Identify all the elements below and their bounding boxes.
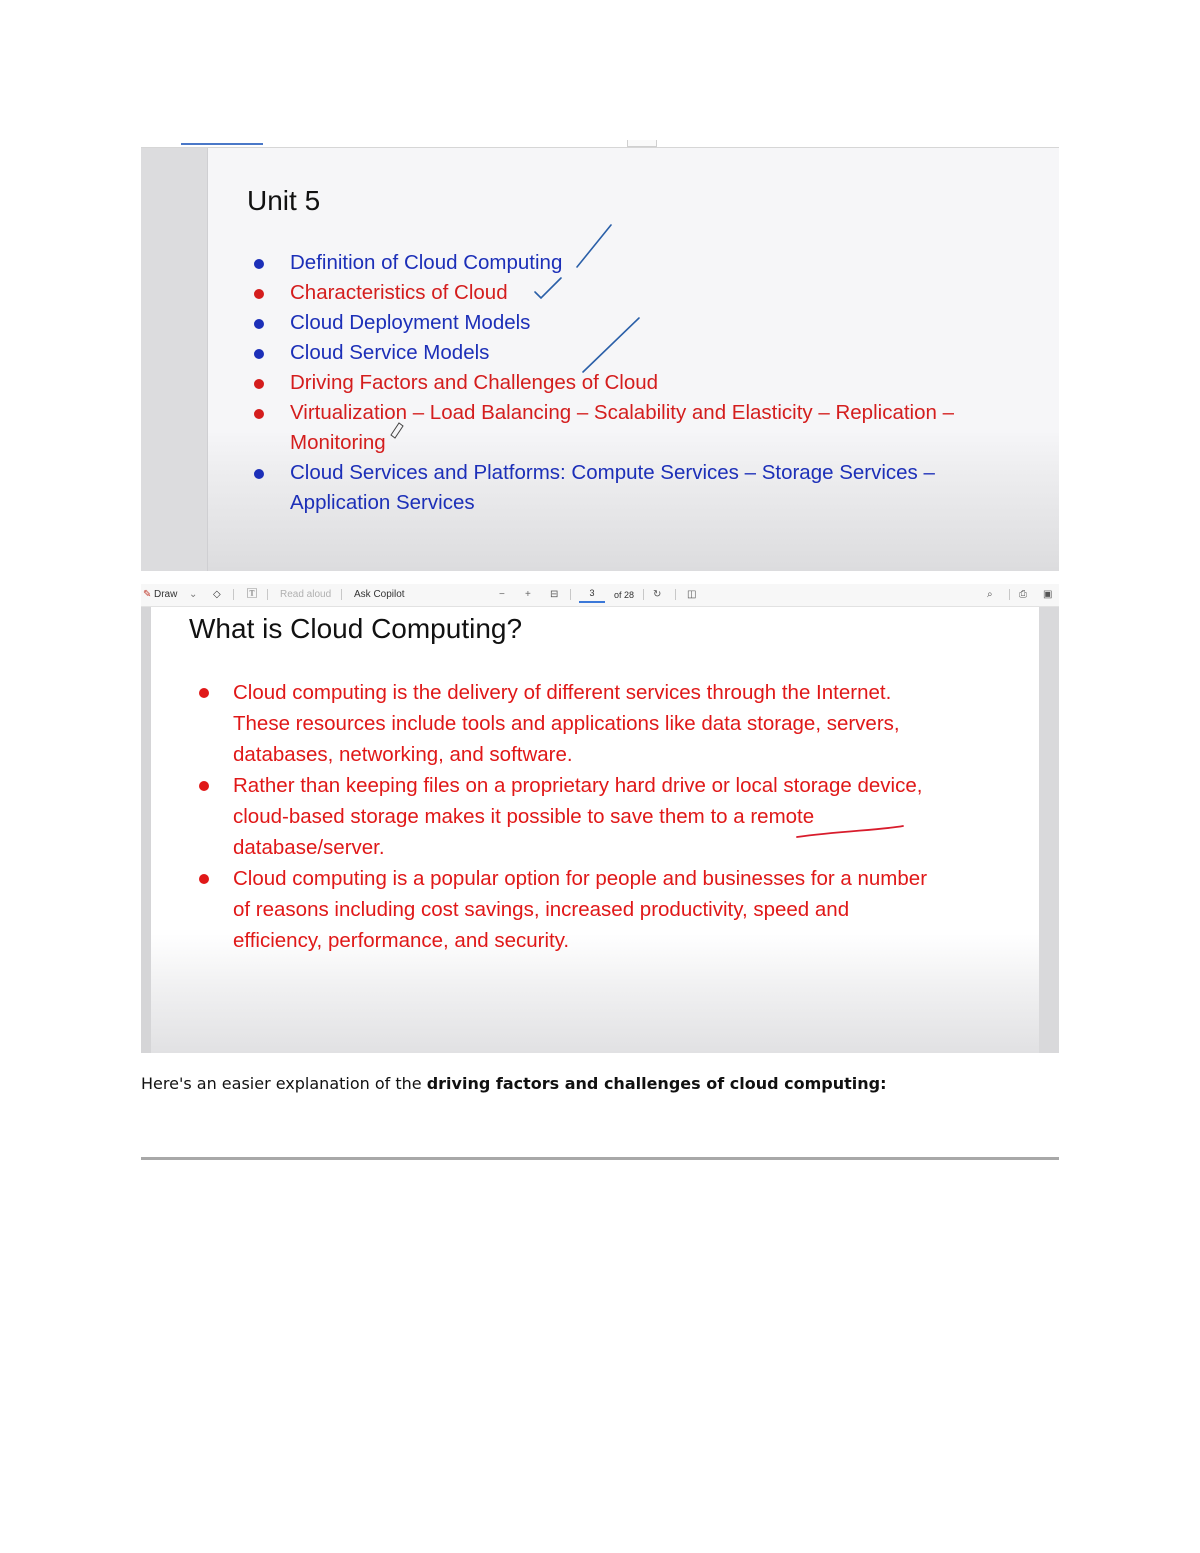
bullet-3-line-1: Cloud computing is a popular option for people and businesses for a number — [233, 867, 928, 890]
bullet-2-line-1: Rather than keeping files on a proprietary hard drive or local storage device, — [233, 774, 923, 797]
page-number-input[interactable]: 3 — [579, 586, 605, 603]
zoom-in-button[interactable]: + — [525, 589, 531, 600]
list-item-deployment-models: Cloud Deployment Models — [290, 311, 531, 334]
pen-underline-remote — [797, 826, 903, 837]
horizontal-rule — [141, 1157, 1059, 1160]
bullet-2-line-3: database/server. — [233, 836, 385, 859]
caption-bold: driving factors and challenges of cloud computing: — [426, 1074, 887, 1093]
caption-text — [141, 1073, 886, 1095]
list-item-virtualization-cont: Monitoring — [290, 431, 386, 454]
pen-stroke-check-2 — [535, 278, 561, 298]
pen-icon[interactable]: ✎ — [143, 589, 152, 600]
eraser-icon[interactable]: ◇ — [213, 589, 221, 600]
list-item-services-platforms: Cloud Services and Platforms: Compute Services – Storage Services – — [290, 461, 935, 484]
bullet-1-line-3: databases, networking, and software. — [233, 743, 573, 766]
list-item-definition: Definition of Cloud Computing — [290, 251, 563, 274]
rotate-icon[interactable]: ↻ — [653, 589, 662, 600]
fit-page-icon[interactable]: ⊟ — [550, 589, 559, 600]
print-icon[interactable]: ⎙ — [1019, 589, 1027, 600]
pen-annotations — [141, 584, 1059, 1053]
bullet-1-line-1: Cloud computing is the delivery of different services through the Internet. — [233, 681, 892, 704]
list-item-characteristics: Characteristics of Cloud — [290, 281, 508, 304]
zoom-out-button[interactable]: − — [499, 589, 505, 600]
bullet-3-line-3: efficiency, performance, and security. — [233, 929, 570, 952]
page-total-label: of 28 — [614, 590, 635, 600]
read-aloud-button[interactable]: Read aloud — [280, 589, 332, 600]
pen-annotations — [141, 140, 1059, 571]
text-box-icon[interactable]: 🅃 — [247, 589, 257, 600]
caption-prefix: Here's an easier explanation of the — [141, 1074, 427, 1093]
slide-title: What is Cloud Computing? — [189, 613, 523, 644]
list-item-driving-factors: Driving Factors and Challenges of Cloud — [290, 371, 659, 394]
bullet-1-line-2: These resources include tools and applications like data storage, servers, — [233, 712, 900, 735]
search-icon[interactable]: ⌕ — [987, 589, 993, 600]
bullet-2-line-2: cloud-based storage makes it possible to save them to a remote — [233, 805, 815, 828]
pen-cursor-icon — [391, 423, 403, 438]
draw-button[interactable]: Draw — [154, 589, 178, 600]
save-icon[interactable]: ▣ — [1043, 589, 1053, 600]
pen-stroke-check-3 — [583, 318, 639, 372]
bullet-3-line-2: of reasons including cost savings, increased productivity, speed and — [233, 898, 850, 921]
page-view-icon[interactable]: ◫ — [687, 589, 697, 600]
list-item-service-models: Cloud Service Models — [290, 341, 490, 364]
slide-title: Unit 5 — [247, 185, 321, 216]
list-item-virtualization: Virtualization – Load Balancing – Scalability and Elasticity – Replication – — [290, 401, 954, 424]
list-item-services-platforms-cont: Application Services — [290, 491, 475, 514]
chevron-down-icon[interactable]: ⌄ — [189, 589, 198, 600]
pen-stroke-check-1 — [577, 225, 611, 267]
unit-5-slide-screenshot — [141, 140, 1059, 571]
cloud-computing-slide-screenshot — [141, 584, 1059, 1053]
ask-copilot-button[interactable]: Ask Copilot — [354, 589, 405, 600]
